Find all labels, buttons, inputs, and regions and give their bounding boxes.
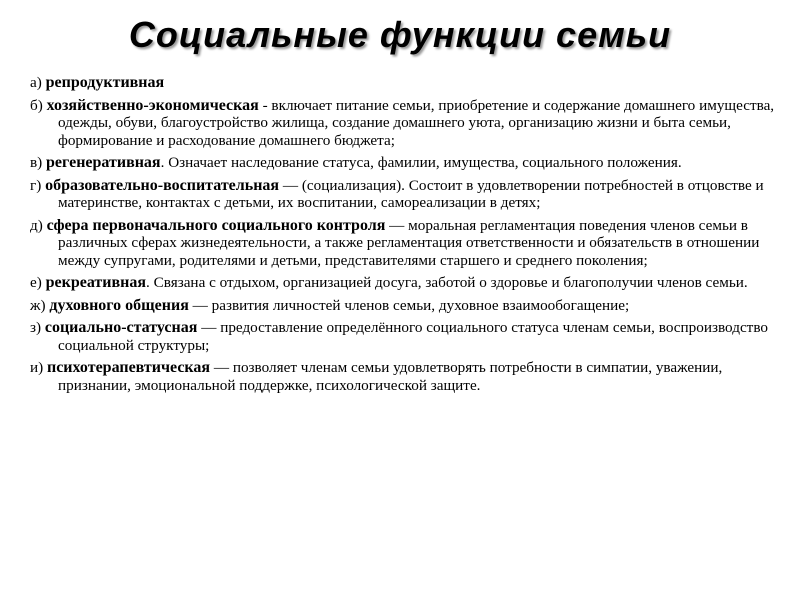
list-item (30, 154, 775, 172)
item-marker: ж) (30, 296, 46, 314)
item-marker: е) (30, 274, 42, 291)
item-text: — позволяет членам семьи удовлетворять потребности в симпатии, уважении, признании, эмоциональной поддержке, психологической защите. (58, 359, 723, 394)
item-text: . Связана с отдыхом, организацией досуга, заботой о здоровье и благополучии членов семьи. (146, 274, 748, 291)
item-text: — развития личностей членов семьи, духовное взаимообогащение; (188, 296, 630, 314)
item-term: сфера первоначального социального контроля (46, 216, 386, 234)
item-text: - включает питание семьи, приобретение и содержание домашнего имущества, одежды, обуви, благоустройство жилища, создание домашнего уюта, организацию жизни и быта семьи, формирование и расходование домашнего бюджета; (58, 96, 775, 149)
item-term: психотерапевтическая (46, 359, 211, 376)
item-term: регенеративная (46, 154, 161, 171)
item-marker: г) (30, 176, 42, 194)
functions-list (30, 74, 775, 399)
item-text: — предоставление определённого социального статуса членам семьи, воспроизводство социальной структуры; (58, 319, 768, 354)
item-text: . Означает наследование статуса, фамилии, имущества, социального положения. (160, 154, 682, 171)
item-marker: а) (30, 74, 42, 91)
item-marker: д) (30, 216, 43, 234)
list-item (30, 97, 775, 150)
item-marker: в) (30, 154, 43, 171)
item-marker: з) (30, 319, 42, 336)
list-item (30, 177, 775, 212)
item-term: репродуктивная (45, 74, 165, 91)
item-marker: б) (30, 96, 43, 114)
list-item (30, 74, 775, 92)
item-term: социально-статусная (44, 319, 198, 336)
slide-title: Социальные функции семьи (128, 14, 672, 55)
list-item (30, 217, 775, 270)
list-item (30, 274, 775, 292)
item-text: — (социализация). Состоит в удовлетворении потребностей в отцовстве и материнстве, контактах с детьми, их воспитании, самореализации в детях; (58, 176, 764, 211)
item-term: хозяйственно-экономическая (46, 96, 259, 114)
item-term: духовного общения (49, 296, 189, 314)
item-term: образовательно-воспитательная (45, 176, 280, 194)
list-item (30, 319, 775, 354)
list-item (30, 359, 775, 394)
item-marker: и) (30, 359, 44, 376)
item-text: — моральная регламентация поведения членов семьи в различных сферах жизнедеятельности, а также регламентация ответственности и обязательств в отношении между супругами, родителями и детьми, представителями старшего и среднего поколения; (58, 216, 760, 269)
list-item (30, 297, 775, 315)
item-term: рекреативная (45, 274, 147, 291)
